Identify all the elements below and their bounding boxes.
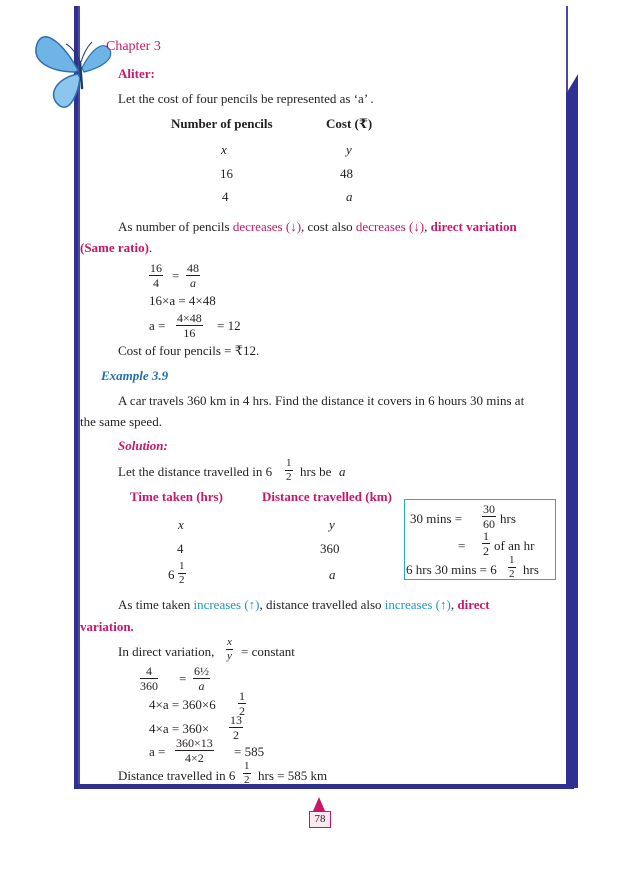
example-title: Example 3.9: [101, 368, 169, 383]
para1-text: , cost also: [301, 219, 356, 234]
calc2-line2: 4×a = 360×6: [149, 697, 216, 712]
table1-cell: y: [346, 142, 352, 157]
let-statement-fraction: $\frac{1}{2}$: [286, 457, 292, 483]
final-answer-text: Distance travelled in 6: [118, 768, 236, 783]
table1-header-pencils: Number of pencils: [171, 116, 273, 131]
para2-variation: variation.: [80, 619, 134, 634]
table2-fraction: $\frac{1}{2}$: [179, 560, 185, 586]
example-problem-line2: the same speed.: [80, 414, 162, 429]
para2-increase-highlight: increases (↑): [384, 597, 451, 612]
calc1-line3-lhs: a =: [149, 318, 166, 333]
paragraph-decrease-line2: [80, 241, 152, 254]
calc2-fraction: $\frac{4}{360}$: [140, 664, 158, 693]
final-answer-fraction: $\frac{1}{2}$: [244, 760, 250, 786]
box-line1-unit: hrs: [500, 511, 516, 526]
box-line1-lhs: 30 mins =: [410, 511, 463, 526]
calc1-line2: 16×a = 4×48: [149, 293, 216, 308]
table1-cell: 48: [340, 166, 353, 181]
box-line3-lhs: 6 hrs 30 mins = 6: [406, 562, 497, 577]
aliter-heading: Aliter:: [118, 66, 155, 81]
box-line3-unit: hrs: [523, 562, 539, 577]
table2-cell: x: [178, 517, 184, 532]
final-answer-tail: hrs = 585 km: [258, 768, 328, 783]
let-statement-tail: hrs be: [300, 464, 332, 479]
calc2-intro: In direct variation,: [118, 644, 215, 659]
box-fraction: $\frac{1}{2}$: [483, 529, 489, 558]
chapter-heading: Chapter 3: [106, 39, 161, 54]
example-problem-line1: A car travels 360 km in 4 hrs. Find the distance it covers in 6 hours 30 mins at: [118, 393, 525, 408]
table1-cell: 16: [220, 166, 233, 181]
table1-cell: x: [221, 142, 227, 157]
butterfly-icon: [30, 18, 130, 118]
table2-cell: y: [329, 517, 335, 532]
calc1-line3-rhs: = 12: [217, 318, 241, 333]
box-line2-tail: of an hr: [494, 538, 535, 553]
solution-heading: Solution:: [118, 438, 168, 453]
table2-header-time: Time taken (hrs): [130, 489, 223, 504]
box-fraction: $\frac{30}{60}$: [483, 502, 495, 531]
para1-text: As number of pencils: [118, 219, 233, 234]
calc1-fraction: $\frac{4\times 48}{16}$: [177, 311, 202, 340]
para1-direct-variation: direct variation: [430, 219, 517, 234]
side-bar-top: [566, 74, 578, 94]
intro-text: Let the cost of four pencils be represented as ‘a’ .: [118, 91, 374, 106]
para1-decrease-highlight: decreases (↓): [355, 219, 425, 234]
para2-direct: direct: [457, 597, 490, 612]
table2-header-distance: Distance travelled (km): [262, 489, 392, 504]
para2-text: ,: [450, 597, 458, 612]
table2-cell: 360: [320, 541, 340, 556]
calc1-fraction: $\frac{16}{4}$: [150, 261, 162, 290]
paragraph-increase: [118, 598, 490, 611]
calc1-result: Cost of four pencils = ₹12.: [118, 343, 260, 358]
table1-header-cost: Cost (₹): [326, 116, 373, 131]
paragraph-decrease: [118, 220, 517, 233]
calc1-fraction: $\frac{48}{a}$: [187, 261, 199, 290]
let-statement-text: Let the distance travelled in 6: [118, 464, 273, 479]
calc2-fraction: $\frac{13}{2}$: [230, 713, 242, 742]
box-fraction: $\frac{1}{2}$: [509, 554, 515, 580]
table2-cell: 6: [168, 567, 175, 582]
box-line2-eq: =: [458, 538, 466, 553]
para2-text: As time taken: [118, 597, 194, 612]
page-number: 78: [309, 811, 331, 828]
para1-text: ,: [424, 219, 431, 234]
table2-cell: a: [329, 567, 336, 582]
calc2-intro-tail: = constant: [241, 644, 295, 659]
para1-text: .: [148, 240, 153, 255]
side-bar: [566, 92, 578, 788]
calc2-equals: =: [179, 671, 187, 686]
para1-same-ratio: (Same ratio): [80, 240, 149, 255]
para2-increase-highlight: increases (↑): [193, 597, 260, 612]
calc2-fraction: $\frac{360\times 13}{4\times 2}$: [176, 736, 213, 765]
calc2-line4-rhs: = 585: [234, 744, 265, 759]
calc2-line3: 4×a = 360×: [149, 721, 210, 736]
para2-text: , distance travelled also: [259, 597, 385, 612]
calc2-fraction: $\frac{1}{2}$: [239, 689, 245, 718]
calc2-fraction: $\frac{\text{6½}}{a}$: [194, 664, 209, 693]
calc2-intro-fraction: $\frac{x}{y}$: [227, 636, 232, 662]
pencil-icon: [313, 797, 325, 811]
calc2-line4-lhs: a =: [149, 744, 166, 759]
calc1-equals: =: [172, 268, 180, 283]
para1-decrease-highlight: decreases (↓): [232, 219, 302, 234]
table2-cell: 4: [177, 541, 184, 556]
table1-cell: a: [346, 189, 353, 204]
frame-bottom-bar: [74, 784, 574, 789]
let-statement-var: a: [339, 464, 346, 479]
table1-cell: 4: [222, 189, 229, 204]
